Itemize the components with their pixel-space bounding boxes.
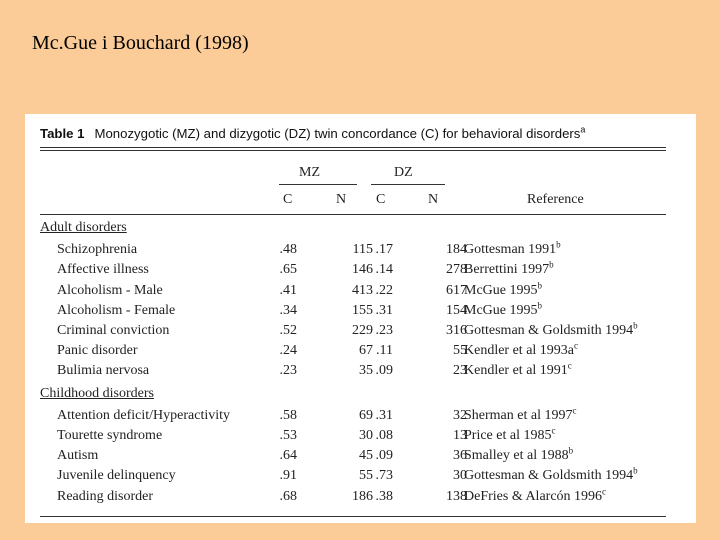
reference-footnote-mark: b: [549, 259, 554, 270]
dz-group-rule: [371, 184, 445, 185]
reference-text: DeFries & Alarcón 1996: [464, 488, 603, 504]
dz-group-header: DZ: [394, 165, 413, 180]
mz-n-cell: 30: [359, 428, 373, 443]
dz-n-cell: 32: [453, 407, 467, 423]
caption-rule: [40, 147, 666, 148]
reference-text: Sherman et al 1997: [464, 407, 573, 423]
mz-n-cell: 55: [359, 468, 373, 484]
header-rule: [40, 214, 666, 215]
reference-cell: [464, 445, 574, 464]
mz-c-cell: .34: [279, 302, 297, 318]
reference-text: McGue 1995: [464, 302, 538, 318]
reference-header: Reference: [527, 192, 584, 207]
bottom-rule: [40, 516, 666, 517]
disorder-cell: Attention deficit/Hyperactivity: [57, 407, 231, 423]
mz-n-header: N: [336, 192, 347, 207]
reference-text: Gottesman 1991: [464, 242, 557, 258]
mz-n-cell: 186: [352, 488, 373, 504]
reference-text: Kendler et al 1991: [464, 363, 568, 379]
table-caption: [40, 126, 585, 141]
slide-title: Mc.Gue i Bouchard (1998): [32, 32, 249, 54]
mz-c-cell: .65: [279, 262, 297, 278]
mz-c-cell: .58: [279, 407, 297, 423]
dz-c-cell: .23: [375, 323, 393, 338]
mz-c-cell: .23: [279, 363, 297, 379]
dz-c-cell: .14: [375, 262, 393, 278]
dz-n-cell: 278: [446, 262, 467, 278]
mz-c-cell: .68: [279, 488, 297, 504]
reference-cell: [464, 259, 554, 278]
reference-footnote-mark: c: [602, 485, 607, 496]
mz-c-header: C: [283, 192, 293, 207]
reference-text: Smalley et al 1988: [464, 448, 569, 464]
reference-footnote-mark: c: [574, 340, 579, 351]
mz-group-header: MZ: [299, 165, 320, 180]
dz-n-cell: 13: [453, 428, 467, 443]
mz-n-cell: 115: [352, 242, 373, 258]
dz-c-cell: .22: [375, 282, 393, 298]
mz-c-cell: .53: [279, 428, 297, 443]
reference-text: Gottesman & Goldsmith 1994: [464, 323, 634, 338]
reference-cell: [464, 300, 542, 319]
dz-c-cell: .09: [375, 448, 393, 464]
disorder-cell: Juvenile delinquency: [57, 468, 176, 484]
reference-footnote-mark: c: [551, 425, 556, 436]
reference-footnote-mark: b: [633, 465, 638, 476]
reference-cell: [464, 405, 577, 424]
reference-footnote-mark: c: [572, 405, 577, 416]
mz-n-cell: 69: [359, 407, 373, 423]
dz-c-cell: .31: [375, 407, 393, 423]
disorder-cell: Alcoholism - Female: [57, 302, 176, 318]
disorder-cell: Reading disorder: [57, 488, 154, 504]
table-caption-text: Monozygotic (MZ) and dizygotic (DZ) twin concordance (C) for behavioral disorders: [94, 126, 581, 141]
mz-n-cell: 229: [352, 323, 373, 338]
dz-n-cell: 184: [446, 242, 467, 258]
dz-c-cell: .08: [375, 428, 393, 443]
mz-group-rule: [279, 184, 357, 185]
disorder-cell: Autism: [57, 448, 99, 464]
dz-c-header: C: [376, 192, 386, 207]
reference-text: Kendler et al 1993a: [464, 343, 575, 359]
dz-n-cell: 138: [446, 488, 467, 504]
mz-n-cell: 413: [352, 282, 373, 298]
reference-cell: [464, 279, 542, 299]
disorder-cell: Tourette syndrome: [57, 428, 163, 443]
reference-cell: [464, 360, 572, 379]
disorder-cell: Criminal conviction: [57, 323, 170, 338]
dz-c-cell: .17: [375, 242, 393, 258]
reference-footnote-mark: b: [537, 300, 542, 311]
section-title: Childhood disorders: [40, 385, 154, 401]
dz-c-cell: .11: [376, 343, 393, 359]
mz-n-cell: 67: [359, 343, 373, 359]
reference-cell: [464, 239, 561, 258]
mz-c-cell: .24: [279, 343, 297, 359]
dz-n-cell: 36: [453, 448, 467, 464]
dz-c-cell: .31: [375, 302, 393, 318]
dz-n-header: N: [428, 192, 439, 207]
mz-c-cell: .41: [279, 282, 297, 298]
dz-n-cell: 316: [446, 323, 467, 338]
reference-footnote-mark: b: [633, 320, 638, 331]
mz-n-cell: 146: [352, 262, 373, 278]
disorder-cell: Alcoholism - Male: [57, 282, 163, 298]
caption-footnote-mark: a: [580, 124, 586, 135]
reference-text: McGue 1995: [464, 282, 538, 298]
reference-cell: [464, 485, 607, 505]
mz-c-cell: .48: [279, 242, 297, 258]
reference-text: Gottesman & Goldsmith 1994: [464, 468, 634, 484]
mz-c-cell: .52: [279, 323, 297, 338]
disorder-cell: Schizophrenia: [57, 242, 138, 258]
reference-cell: [464, 320, 638, 339]
table-label: Table 1: [40, 126, 85, 141]
reference-cell: [464, 465, 638, 484]
disorder-cell: Affective illness: [57, 262, 149, 278]
mz-n-cell: 45: [359, 448, 373, 464]
dz-n-cell: 617: [446, 282, 467, 298]
dz-n-cell: 30: [453, 468, 467, 484]
reference-cell: [464, 340, 579, 359]
dz-c-cell: .38: [375, 488, 393, 504]
reference-footnote-mark: b: [568, 445, 574, 456]
reference-text: Price et al 1985: [464, 428, 552, 443]
reference-text: Berrettini 1997: [464, 262, 550, 278]
reference-footnote-mark: b: [556, 239, 561, 250]
dz-n-cell: 55: [453, 343, 467, 359]
mz-n-cell: 155: [352, 302, 373, 318]
mz-c-cell: .91: [279, 468, 297, 484]
disorder-cell: Panic disorder: [57, 343, 138, 359]
dz-c-cell: .73: [375, 468, 393, 484]
caption-rule-second: [40, 150, 666, 151]
reference-footnote-mark: c: [567, 360, 572, 371]
dz-c-cell: .09: [375, 363, 393, 379]
section-title: Adult disorders: [40, 220, 127, 235]
disorder-cell: Bulimia nervosa: [57, 363, 150, 379]
mz-n-cell: 35: [359, 363, 373, 379]
dz-n-cell: 154: [446, 302, 467, 318]
reference-footnote-mark: b: [537, 279, 542, 290]
reference-cell: [464, 425, 556, 444]
table-image: [25, 114, 696, 523]
mz-c-cell: .64: [279, 448, 297, 464]
dz-n-cell: 23: [453, 363, 467, 379]
